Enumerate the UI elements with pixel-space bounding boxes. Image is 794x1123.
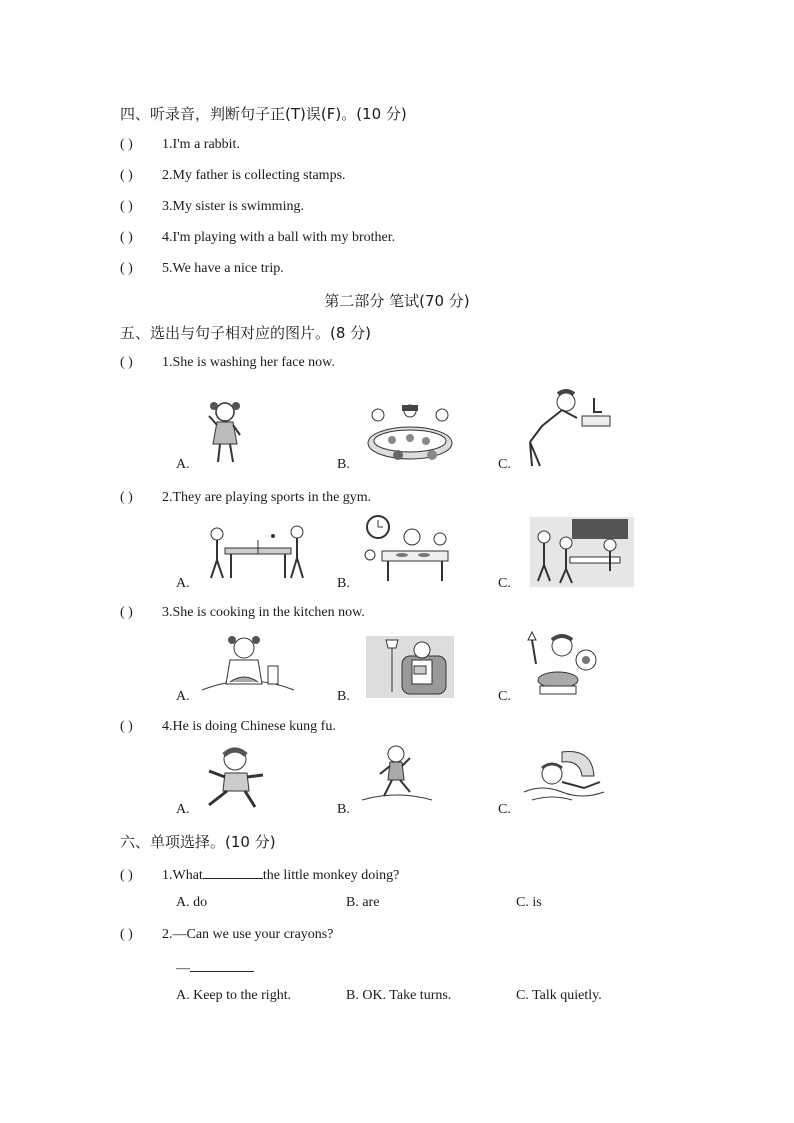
question-5-3 — [120, 604, 365, 622]
reply-dash: — — [176, 961, 190, 976]
section-5-heading: 五、选出与句子相对应的图片。(8 分) — [120, 324, 372, 342]
girl-standing-picture[interactable] — [200, 398, 250, 468]
question-text: 1.She is washing her face now. — [162, 355, 335, 370]
boy-running-picture[interactable] — [362, 744, 432, 806]
option-a-label[interactable]: A. — [176, 576, 190, 591]
question-text-before: 1.What — [162, 868, 203, 883]
reply-line — [176, 957, 254, 978]
answer-paren[interactable]: ( ) — [120, 261, 133, 276]
section-6-heading: 六、单项选择。(10 分) — [120, 833, 276, 851]
question-5-2 — [120, 489, 371, 507]
question-6-1 — [120, 864, 399, 885]
classroom-cleaning-picture[interactable] — [530, 517, 634, 587]
option-c-label[interactable]: C. — [498, 457, 511, 472]
answer-paren[interactable]: ( ) — [120, 230, 133, 245]
question-text: 1.I'm a rabbit. — [162, 137, 240, 152]
part-2-title: 第二部分 笔试(70 分) — [324, 292, 470, 310]
question-text: 4.He is doing Chinese kung fu. — [162, 719, 336, 734]
boy-kung-fu-picture[interactable] — [205, 745, 267, 811]
answer-paren[interactable]: ( ) — [120, 355, 133, 370]
option-b[interactable]: B. OK. Take turns. — [346, 988, 452, 1003]
answer-paren[interactable]: ( ) — [120, 490, 133, 505]
option-b[interactable]: B. are — [346, 895, 380, 910]
option-b-label[interactable]: B. — [337, 576, 350, 591]
question-4-3 — [120, 198, 304, 216]
option-a[interactable]: A. Keep to the right. — [176, 988, 292, 1003]
question-5-4 — [120, 718, 336, 736]
question-text: 3.My sister is swimming. — [162, 199, 304, 214]
question-text: 3.She is cooking in the kitchen now. — [162, 605, 365, 620]
option-a[interactable]: A. do — [176, 895, 208, 910]
option-b-label[interactable]: B. — [337, 457, 350, 472]
answer-blank[interactable] — [203, 864, 263, 879]
answer-paren[interactable]: ( ) — [120, 605, 133, 620]
section-4-heading: 四、听录音，判断句子正(T)误(F)。(10 分) — [120, 105, 407, 123]
question-text: 2.They are playing sports in the gym. — [162, 490, 372, 505]
birthday-table-picture[interactable] — [362, 515, 454, 585]
option-a-label[interactable]: A. — [176, 457, 190, 472]
question-5-1 — [120, 354, 335, 372]
option-c-label[interactable]: C. — [498, 689, 511, 704]
question-text: 2.My father is collecting stamps. — [162, 168, 346, 183]
option-a-label[interactable]: A. — [176, 689, 190, 704]
option-a-label[interactable]: A. — [176, 802, 190, 817]
question-text: 2.—Can we use your crayons? — [162, 927, 334, 942]
answer-paren[interactable]: ( ) — [120, 927, 133, 942]
option-c[interactable]: C. is — [516, 895, 542, 910]
family-dinner-picture[interactable] — [362, 403, 458, 469]
option-c-label[interactable]: C. — [498, 576, 511, 591]
answer-paren[interactable]: ( ) — [120, 137, 133, 152]
boy-swimming-picture[interactable] — [522, 748, 606, 808]
question-4-4 — [120, 229, 395, 247]
answer-paren[interactable]: ( ) — [120, 168, 133, 183]
question-text: 4.I'm playing with a ball with my brother. — [162, 230, 396, 245]
girl-cooking-picture[interactable] — [520, 630, 598, 698]
question-4-5 — [120, 260, 284, 278]
answer-paren[interactable]: ( ) — [120, 719, 133, 734]
option-c-label[interactable]: C. — [498, 802, 511, 817]
woman-reading-picture[interactable] — [366, 636, 454, 698]
question-4-2 — [120, 167, 346, 185]
question-4-1 — [120, 136, 240, 154]
girl-eating-picture[interactable] — [200, 632, 295, 694]
option-b-label[interactable]: B. — [337, 802, 350, 817]
question-6-2 — [120, 926, 333, 944]
question-text: 5.We have a nice trip. — [162, 261, 284, 276]
ping-pong-picture[interactable] — [205, 522, 310, 584]
answer-paren[interactable]: ( ) — [120, 199, 133, 214]
washing-face-picture[interactable] — [522, 386, 612, 470]
option-b-label[interactable]: B. — [337, 689, 350, 704]
answer-blank[interactable] — [190, 957, 254, 972]
question-text-after: the little monkey doing? — [262, 868, 400, 883]
option-c[interactable]: C. Talk quietly. — [516, 988, 602, 1003]
answer-paren[interactable]: ( ) — [120, 868, 133, 883]
